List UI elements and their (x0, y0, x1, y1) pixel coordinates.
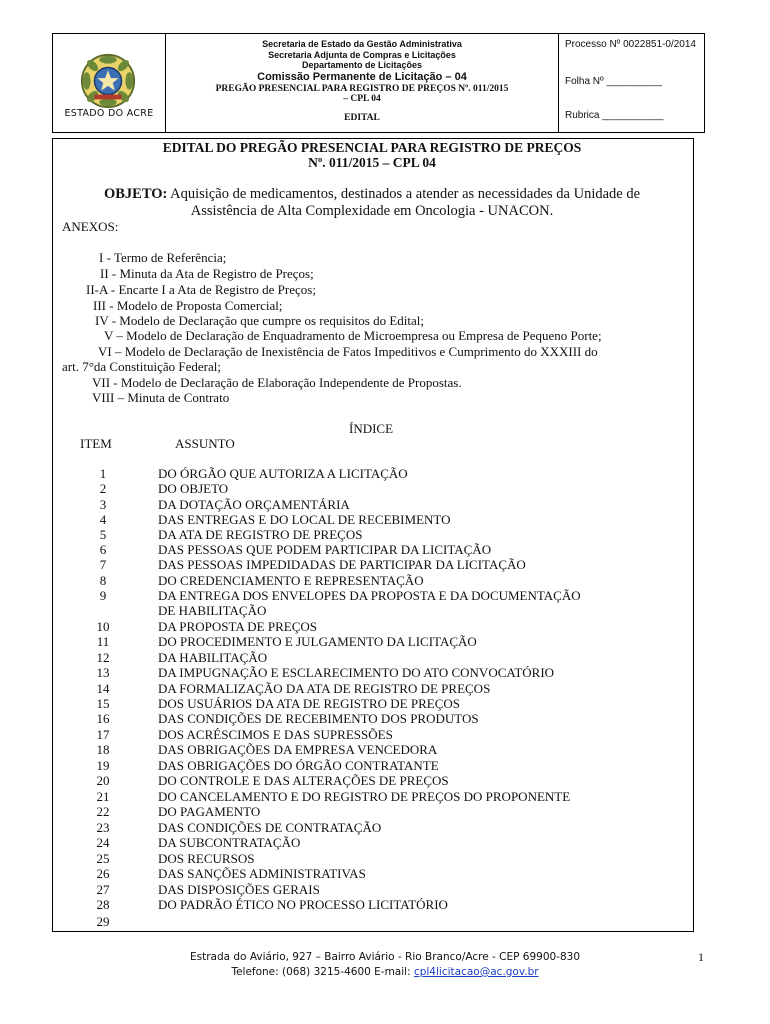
state-label: ESTADO DO ACRE (64, 108, 154, 119)
index-item-number: 26 (96, 866, 110, 881)
index-item-number: 2 (99, 481, 107, 496)
index-item-title: DA PROPOSTA DE PREÇOS (158, 619, 317, 634)
index-item-title: DOS ACRÉSCIMOS E DAS SUPRESSÕES (158, 727, 393, 742)
index-item-title: DAS DISPOSIÇÕES GERAIS (158, 882, 320, 897)
index-item-number: 8 (99, 573, 107, 588)
index-item-number: 20 (96, 773, 110, 788)
index-item-title: DA ENTREGA DOS ENVELOPES DA PROPOSTA E DA DOCUMENTAÇÃO (158, 588, 581, 603)
index-item-number: 7 (99, 557, 107, 572)
anexo-item: II - Minuta da Ata de Registro de Preços; (100, 266, 314, 281)
index-item-title: DAS CONDIÇÕES DE RECEBIMENTO DOS PRODUTOS (158, 711, 479, 726)
anexos-heading: ANEXOS: (62, 219, 119, 234)
anexo-item: VII - Modelo de Declaração de Elaboração Independente de Propostas. (92, 375, 462, 390)
edital-label: EDITAL (344, 112, 380, 123)
index-item-number: 24 (96, 835, 110, 850)
index-item-number: 18 (96, 742, 110, 757)
comissao-label: Comissão Permanente de Licitação – 04 (257, 70, 467, 83)
anexo-item: V – Modelo de Declaração de Enquadramento de Microempresa ou Empresa de Pequeno Porte; (104, 328, 602, 343)
header-institution-cell (166, 34, 559, 132)
departamento-label: Departamento de Licitações (301, 60, 423, 70)
index-item-title: DA ATA DE REGISTRO DE PREÇOS (158, 527, 363, 542)
objeto-text-1: Aquisição de medicamentos, destinados a atender as necessidades da Unidade de (167, 186, 641, 202)
index-item-number: 9 (99, 588, 107, 603)
indice-col-assunto: ASSUNTO (175, 436, 235, 451)
index-item-number: 22 (96, 804, 110, 819)
anexo-item: II-A - Encarte I a Ata de Registro de Preços; (86, 282, 316, 297)
index-item-title: DA IMPUGNAÇÃO E ESCLARECIMENTO DO ATO CONVOCATÓRIO (158, 665, 555, 680)
pregao-line-1: PREGÃO PRESENCIAL PARA REGISTRO DE PREÇOS Nº. 011/2015 (215, 83, 509, 94)
index-item-title: DE HABILITAÇÃO (158, 603, 267, 618)
secretaria-label: Secretaria de Estado da Gestão Administrativa (262, 39, 462, 49)
index-item-title: DO ÓRGÃO QUE AUTORIZA A LICITAÇÃO (158, 466, 408, 481)
index-item-title: DO PAGAMENTO (158, 804, 261, 819)
indice-col-item: ITEM (80, 436, 112, 451)
footer-email-link[interactable]: cpl4licitacao@ac.gov.br (413, 966, 539, 978)
index-item-title: DA DOTAÇÃO ORÇAMENTÁRIA (158, 497, 350, 512)
index-item-title: DAS ENTREGAS E DO LOCAL DE RECEBIMENTO (158, 512, 451, 527)
rubrica-field: Rubrica ___________ (565, 110, 664, 121)
objeto-line-2: Assistência de Alta Complexidade em Oncologia - UNACON. (190, 203, 554, 219)
processo-number: Processo Nº 0022851-0/2014 (565, 39, 696, 50)
index-item-number: 4 (99, 512, 107, 527)
index-item-title: DA HABILITAÇÃO (158, 650, 268, 665)
index-item-number: 27 (96, 882, 110, 897)
index-item-title: DAS OBRIGAÇÕES DO ÓRGÃO CONTRATANTE (158, 758, 439, 773)
anexo-item: art. 7°da Constituição Federal; (62, 359, 221, 374)
index-item-number: 6 (99, 542, 107, 557)
index-item-title: DO CONTROLE E DAS ALTERAÇÕES DE PREÇOS (158, 773, 449, 788)
anexo-item: VI – Modelo de Declaração de Inexistência de Fatos Impeditivos e Cumprimento do XXXIII do (98, 344, 598, 359)
index-item-title: DO OBJETO (158, 481, 229, 496)
index-item-title: DO PROCEDIMENTO E JULGAMENTO DA LICITAÇÃO (158, 634, 477, 649)
index-item-title: DA SUBCONTRATAÇÃO (158, 835, 301, 850)
index-item-number: 19 (96, 758, 110, 773)
index-item-title: DA FORMALIZAÇÃO DA ATA DE REGISTRO DE PREÇOS (158, 681, 491, 696)
anexo-item: I - Termo de Referência; (99, 250, 227, 265)
index-item-number: 3 (99, 497, 107, 512)
pregao-line-2: – CPL 04 (343, 94, 381, 104)
index-item-number: 23 (96, 820, 110, 835)
index-item-title: DO CANCELAMENTO E DO REGISTRO DE PREÇOS DO PROPONENTE (158, 789, 571, 804)
footer-address: Estrada do Aviário, 927 – Bairro Aviário - Rio Branco/Acre - CEP 69900-830 (189, 951, 581, 963)
index-item-number: 25 (96, 851, 110, 866)
index-item-number: 13 (96, 665, 110, 680)
footer-contact (120, 965, 650, 979)
index-item-number: 21 (96, 789, 110, 804)
index-item-title: DAS CONDIÇÕES DE CONTRATAÇÃO (158, 820, 382, 835)
anexo-item: III - Modelo de Proposta Comercial; (93, 298, 283, 313)
index-item-number: 15 (96, 696, 110, 711)
index-item-title: DAS PESSOAS IMPEDIDADAS DE PARTICIPAR DA LICITAÇÃO (158, 557, 526, 572)
folha-field: Folha Nº __________ (565, 76, 663, 87)
index-item-title: DAS SANÇÕES ADMINISTRATIVAS (158, 866, 366, 881)
header-logo-cell (53, 34, 166, 132)
indice-heading: ÍNDICE (349, 421, 394, 436)
index-item-title: DAS PESSOAS QUE PODEM PARTICIPAR DA LICITAÇÃO (158, 542, 492, 557)
state-coat-of-arms-icon (79, 52, 137, 110)
objeto-label: OBJETO: (103, 186, 168, 202)
index-item-number: 29 (96, 914, 110, 929)
index-item-number: 1 (99, 466, 107, 481)
index-item-number: 16 (96, 711, 110, 726)
index-item-title: DOS USUÁRIOS DA ATA DE REGISTRO DE PREÇOS (158, 696, 460, 711)
index-item-number: 12 (96, 650, 110, 665)
index-item-title: DOS RECURSOS (158, 851, 255, 866)
anexo-item: IV - Modelo de Declaração que cumpre os requisitos do Edital; (95, 313, 424, 328)
objeto-line-1 (52, 186, 692, 203)
document-title-line-1: EDITAL DO PREGÃO PRESENCIAL PARA REGISTRO DE PREÇOS (162, 140, 582, 155)
page-number: 1 (698, 950, 704, 964)
anexo-item: VIII – Minuta de Contrato (92, 390, 230, 405)
document-header (52, 33, 705, 133)
index-item-number: 11 (96, 634, 110, 649)
footer-phone: Telefone: (068) 3215-4600 E-mail: (231, 966, 414, 978)
index-item-number: 17 (96, 727, 110, 742)
index-item-number: 5 (99, 527, 107, 542)
secretaria-adjunta-label: Secretaria Adjunta de Compras e Licitações (268, 49, 456, 60)
index-item-number: 14 (96, 681, 110, 696)
index-item-title: DO PADRÃO ÉTICO NO PROCESSO LICITATÓRIO (158, 897, 448, 912)
index-item-title: DAS OBRIGAÇÕES DA EMPRESA VENCEDORA (158, 742, 438, 757)
header-process-cell (559, 34, 704, 132)
document-title-line-2: Nº. 011/2015 – CPL 04 (308, 155, 436, 170)
index-item-number: 28 (96, 897, 110, 912)
index-item-number: 10 (96, 619, 110, 634)
index-item-title: DO CREDENCIAMENTO E REPRESENTAÇÃO (158, 573, 424, 588)
